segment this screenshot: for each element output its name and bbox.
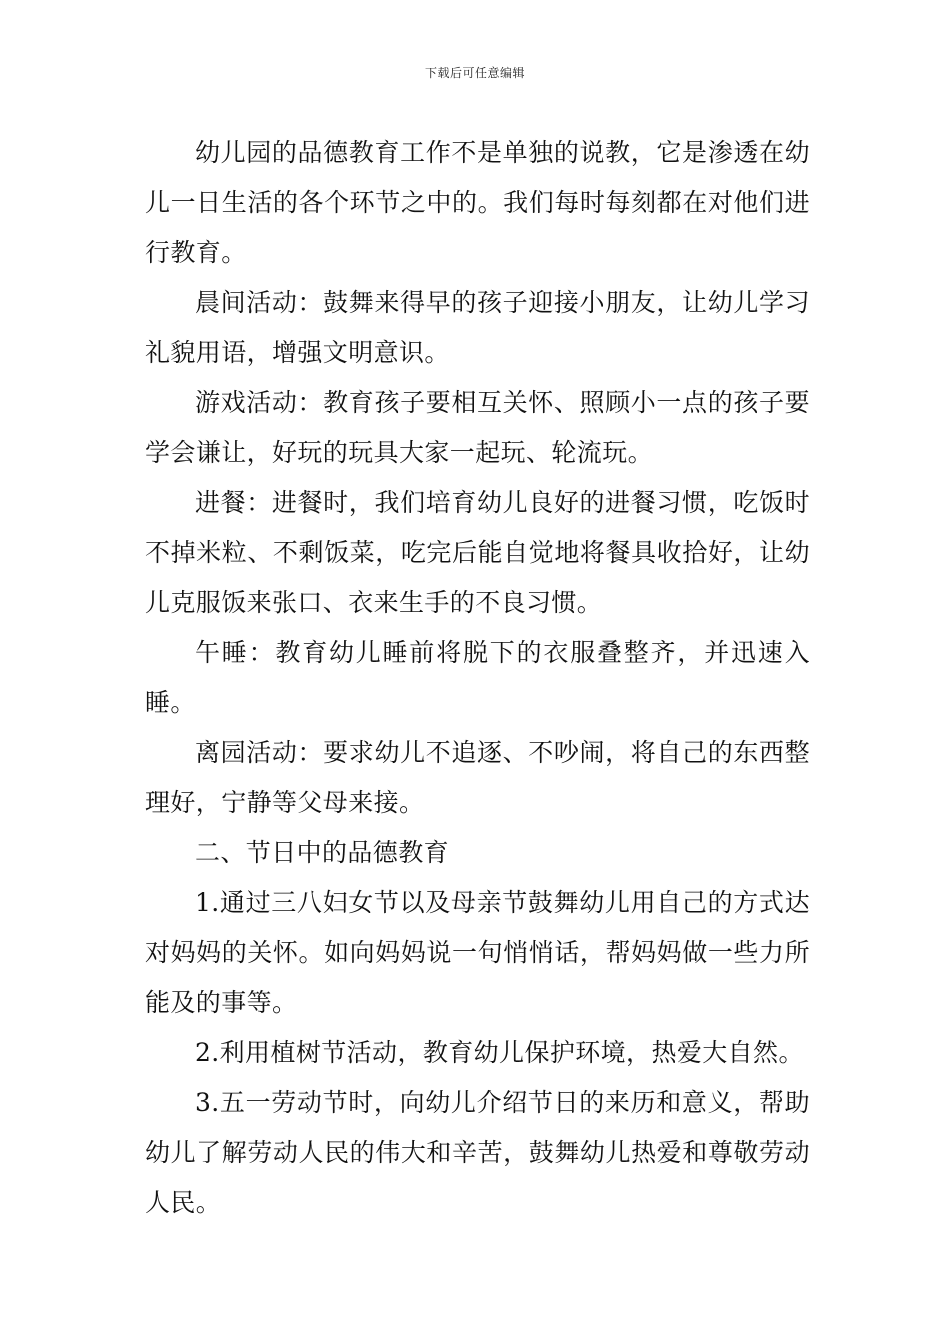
paragraph-leaving: 离园活动：要求幼儿不追逐、不吵闹，将自己的东西整理好，宁静等父母来接。 [145, 738, 810, 817]
paragraph-morning-activity: 晨间活动：鼓舞来得早的孩子迎接小朋友，让幼儿学习礼貌用语，增强文明意识。 [145, 288, 810, 367]
paragraph-game-activity: 游戏活动：教育孩子要相互关怀、照顾小一点的孩子要学会谦让，好玩的玩具大家一起玩、轮流玩。 [145, 388, 810, 467]
paragraph-item-2: 2.利用植树节活动，教育幼儿保护环境，热爱大自然。 [195, 1038, 804, 1067]
document-body [145, 128, 810, 1228]
paragraph-item-3: 3.五一劳动节时，向幼儿介绍节日的来历和意义，帮助幼儿了解劳动人民的伟大和辛苦，鼓舞幼儿热爱和尊敬劳动人民。 [145, 1088, 810, 1217]
page-header-note: 下载后可任意编辑 [424, 66, 525, 80]
paragraph-nap: 午睡：教育幼儿睡前将脱下的衣服叠整齐，并迅速入睡。 [145, 638, 810, 717]
paragraph-meal: 进餐：进餐时，我们培育幼儿良好的进餐习惯，吃饭时不掉米粒、不剩饭菜，吃完后能自觉地将餐具收拾好，让幼儿克服饭来张口、衣来生手的不良习惯。 [145, 488, 810, 617]
paragraph-intro: 幼儿园的品德教育工作不是单独的说教，它是渗透在幼儿一日生活的各个环节之中的。我们每时每刻都在对他们进行教育。 [145, 138, 810, 267]
paragraph-item-1: 1.通过三八妇女节以及母亲节鼓舞幼儿用自己的方式达对妈妈的关怀。如向妈妈说一句悄悄话，帮妈妈做一些力所能及的事等。 [145, 888, 810, 1017]
section-heading-festivals: 二、节日中的品德教育 [195, 838, 450, 867]
